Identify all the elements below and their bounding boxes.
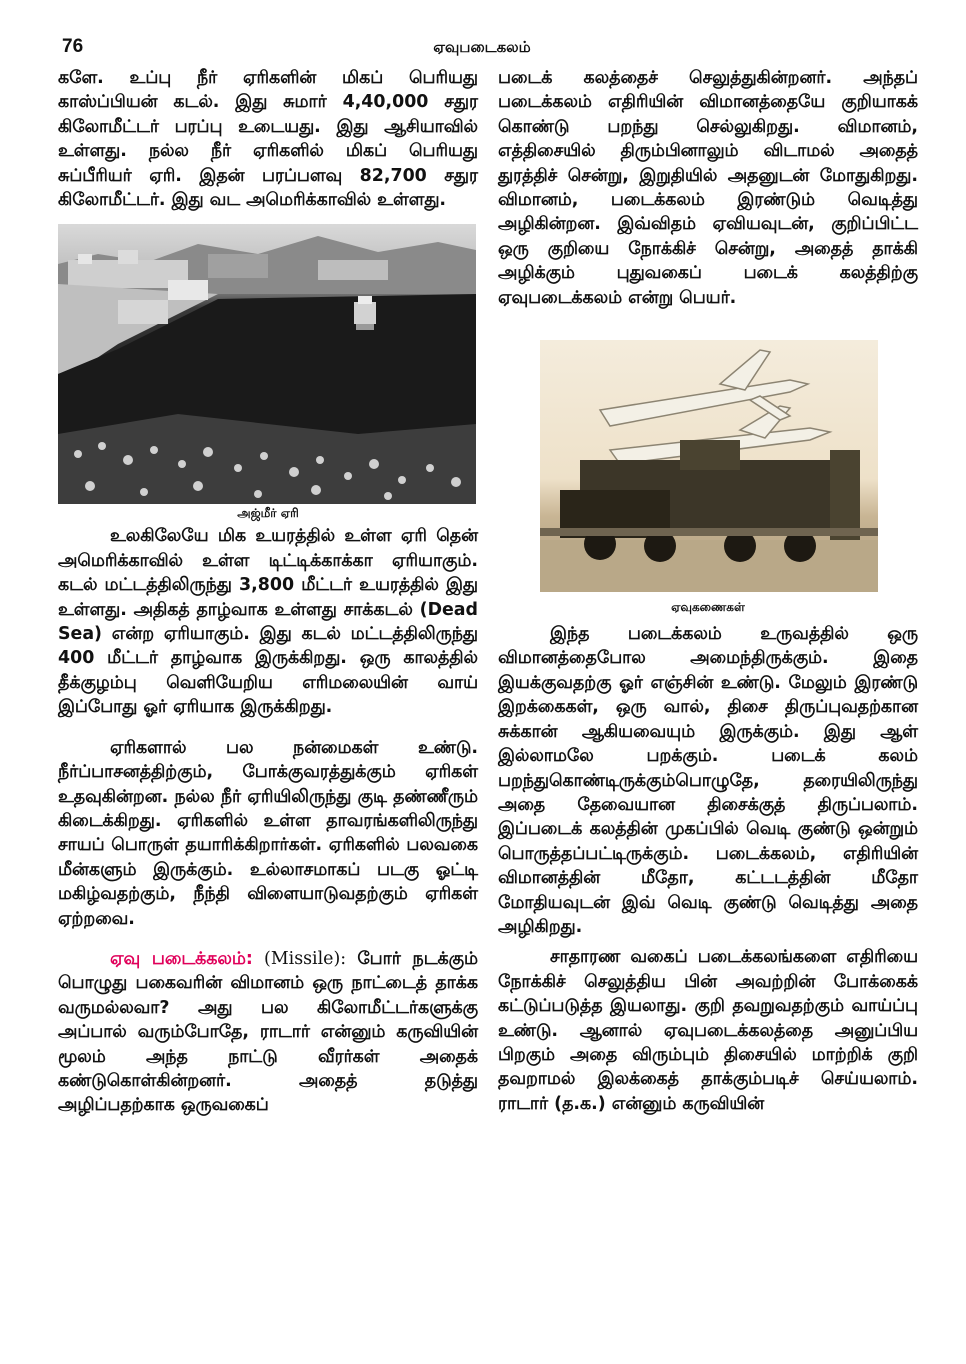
paragraph-missile-structure: இந்த படைக்கலம் உருவத்தில் ஒரு விமானத்தைபோல அமைந்திருக்கும். இதை இயக்குவதற்கு ஓர் எஞ்சின் உண்டு. மேலும் இரண்டு இறக்கைகள், ஒரு வால், திசை திருப்புவதற்கான சுக்கான் ஆகியவையும் இருக்கும். இது ஆள் இல்லாமலே பறக்கும். படைக் கலம் பறந்துகொண்டிருக்கும்பொழுதே, தரையிலிருந்து அதை தேவையான திசைக்குத் திருப்பலாம். இப்படைக் கலத்தின் முகப்பில் வெடி குண்டு ஒன்றும் பொருத்தப்பட்டிருக்கும். படைக்கலம், எதிரியின் விமானத்தின் மீதோ, கட்டடத்தின் மீதோ மோதியவுடன் இவ் வெடி குண்டு வெடித்து அதை அழிகிறது. <box>498 624 918 937</box>
paragraph-highest-lake: உலகிலேயே மிக உயரத்தில் உள்ள ஏரி தென் அமெரிக்காவில் உள்ள டிட்டிக்காக்கா ஏரியாகும். கடல் மட்டத்திலிருந்து 3,800 மீட்டர் உயரத்தில் இது உள்ளது. அதிகத் தாழ்வாக உள்ளது சாக்கடல் (Dead Sea) என்ற ஏரியாகும். இது கடல் மட்டத்திலிருந்து 400 மீட்டர் தாழ்வாக இருக்கிறது. ஒரு காலத்தில் தீக்குழம்பு வெளியேறிய எரிமலையின் வாய் இப்போது ஓர் ஏரியாக இருக்கிறது. <box>58 526 478 718</box>
page-header <box>62 36 902 62</box>
paragraph-missile-guidance: சாதாரண வகைப் படைக்கலங்களை எதிரியை நோக்கிச் செலுத்திய பின் அவற்றின் போக்கைக் கட்டுப்படுத்த இயலாது. குறி தவறுவதற்கும் வாய்ப்பு உண்டு. ஆனால் ஏவுபடைக்கலத்தை அனுப்பிய பிறகும் அதை விரும்பும் திசையில் மாற்றிக் குறி தவறாமல் இலக்கைத் தாக்கும்படிச் செய்யலாம். ராடார் (த.க.) என்னும் கருவியின் <box>498 947 918 1114</box>
missile-photo-illustration <box>540 340 878 592</box>
lake-photo-illustration <box>58 224 476 504</box>
figure-missiles <box>498 340 918 618</box>
figure-caption-ajmer: அஜ்மீர் ஏரி <box>237 506 299 521</box>
missiles-photo <box>540 340 878 592</box>
missile-latin-term: (Missile): <box>252 948 358 969</box>
right-column <box>498 66 918 1116</box>
figure-ajmer-lake <box>58 224 478 524</box>
paragraph-lake-benefits: ஏரிகளால் பல நன்மைகள் உண்டு. நீர்ப்பாசனத்திற்கும், போக்குவரத்துக்கும் ஏரிகள் உதவுகின்றன. நல்ல நீர் ஏரியிலிருந்து குடி தண்ணீரும் கிடைக்கிறது. ஏரிகளில் உள்ள தாவரங்களிலிருந்து சாயப் பொருள் தயாரிக்கிறார்கள். ஏரிகளில் பலவகை மீன்களும் இருக்கும். உல்லாசமாகப் படகு ஓட்டி மகிழ்வதற்கும், நீந்தி விளையாடுவதற்கும் ஏரிகள் ஏற்றவை. <box>58 737 478 929</box>
missile-intro-body: போர் நடக்கும் பொழுது பகைவரின் விமானம் ஒரு நாட்டைத் தாக்க வருமல்லவா? அது பல கிலோமீட்டர்களுக்கு அப்பால் வரும்போதே, ராடார் என்னும் கருவியின் மூலம் அந்த நாட்டு வீரர்கள் அதைக் கண்டுகொள்கின்றனர். அதைத் தடுத்து அழிப்பதற்காக ஒருவகைப் <box>58 948 479 1116</box>
ajmer-lake-photo <box>58 224 476 504</box>
figure-caption-missiles: ஏவுகணைகள் <box>671 600 745 615</box>
left-column <box>58 66 478 1118</box>
running-title: ஏவுபடைகலம் <box>433 38 531 56</box>
page-number: 76 <box>62 36 84 57</box>
paragraph-missile-definition: படைக் கலத்தைச் செலுத்துகின்றனர். அந்தப் படைக்கலம் எதிரியின் விமானத்தையே குறியாகக் கொண்டு பறந்து செல்லுகிறது. விமானம், எத்திசையில் திரும்பினாலும் விடாமல் அதைத் துரத்திச் சென்று, இறுதியில் அதனுடன் மோதுகிறது. விமானம், படைக்கலம் இரண்டும் வெடித்து அழிகின்றன. இவ்விதம் ஏவியவுடன், குறிப்பிட்ட ஒரு குறியை நோக்கிச் சென்று, அதைத் தாக்கி அழிக்கும் புதுவகைப் படைக் கலத்திற்கு ஏவுபடைக்கலம் என்று பெயர். <box>498 68 918 308</box>
missile-heading: ஏவு படைக்கலம்: <box>110 948 253 969</box>
paragraph-missile-intro <box>58 947 478 1118</box>
paragraph-salt-lakes: களே. உப்பு நீர் ஏரிகளின் மிகப் பெரியது காஸ்ப்பியன் கடல். இது சுமார் 4,40,000 சதுர கிலோமீட்டர் பரப்பு உடையது. இது ஆசியாவில் உள்ளது. நல்ல நீர் ஏரிகளில் மிகப் பெரியது சுப்பீரியர் ஏரி. இதன் பரப்பளவு 82,700 சதுர கிலோமீட்டர். இது வட அமெரிக்காவில் உள்ளது. <box>58 68 478 211</box>
